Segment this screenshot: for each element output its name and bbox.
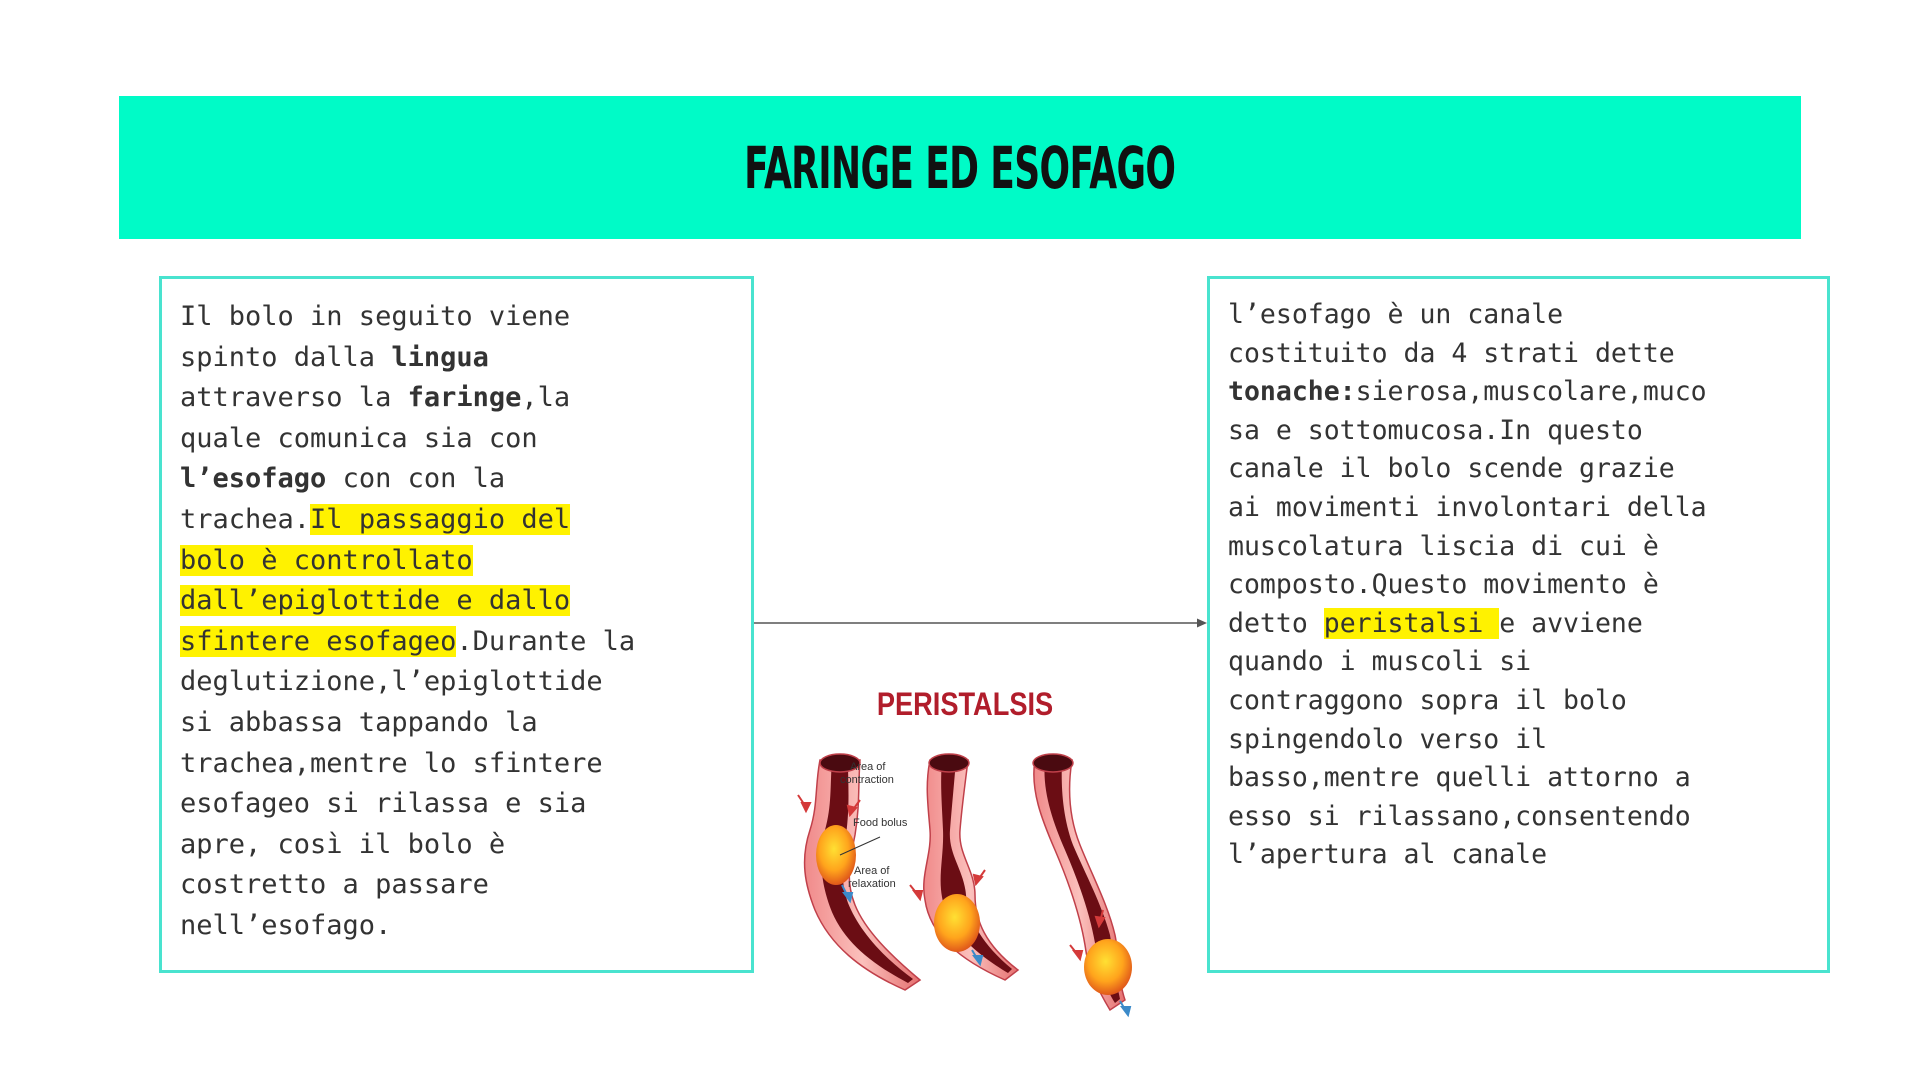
tube-2 bbox=[924, 754, 1018, 980]
peristalsis-illustration bbox=[780, 745, 1190, 1020]
bold-term-lingua: lingua bbox=[391, 341, 489, 373]
connector-arrow bbox=[754, 617, 1207, 629]
peristalsis-title: PERISTALSIS bbox=[876, 686, 1054, 722]
text-span: l’esofago è un canale costituito da 4 strati dette bbox=[1228, 299, 1675, 369]
highlight-text: sfintere esofageo bbox=[180, 625, 457, 657]
label-food-bolus: Food bolus bbox=[853, 817, 908, 829]
tube-3 bbox=[1033, 754, 1132, 1010]
text-span: sierosa,muscolare,muco sa e sottomucosa.In questo canale il bolo scende grazie ai movimenti involontari della muscolatura liscia di cui è composto.Questo movimento è detto bbox=[1228, 376, 1707, 639]
bold-term-tonache: tonache: bbox=[1228, 376, 1356, 408]
title-banner bbox=[119, 96, 1801, 239]
label-relaxation-line2: relaxation bbox=[848, 878, 896, 890]
label-relaxation-line1: Area of bbox=[854, 865, 890, 877]
highlight-text: peristalsi bbox=[1323, 607, 1500, 639]
text-span: e avviene quando i muscoli si contraggono sopra il bolo spingendolo verso il basso,mentre quelli attorno a esso si rilassano,consentendo l’apertura al canale bbox=[1228, 607, 1691, 871]
text-span: attraverso la bbox=[180, 382, 392, 414]
bold-term-faringe: faringe bbox=[407, 382, 522, 414]
right-text-box bbox=[1207, 276, 1830, 973]
highlight-text: Il passaggio del bbox=[310, 503, 571, 535]
text-span: ,la quale comunica sia con bbox=[180, 382, 571, 454]
page-title: FARINGE ED ESOFAGO bbox=[744, 133, 1176, 202]
left-text-box bbox=[159, 276, 754, 973]
text-span: .Durante la deglutizione,l’epiglottide si abbassa tappando la trachea,mentre lo sfintere esofageo si rilassa e sia apre, così il bolo è costretto a passare nell’esofago. bbox=[180, 625, 636, 941]
text-span: Il bolo in seguito viene spinto dalla bbox=[180, 301, 571, 373]
highlight-text: dall’epiglottide e dallo bbox=[180, 585, 571, 617]
label-contraction-line1: Area of bbox=[850, 761, 886, 773]
label-contraction-line2: contraction bbox=[840, 774, 894, 786]
highlight-text: bolo è controllato bbox=[180, 544, 473, 576]
right-paragraph bbox=[1228, 296, 1827, 875]
bold-term-esofago: l’esofago bbox=[180, 463, 327, 495]
left-paragraph bbox=[180, 297, 751, 947]
text-span: con con la trachea. bbox=[180, 463, 506, 535]
